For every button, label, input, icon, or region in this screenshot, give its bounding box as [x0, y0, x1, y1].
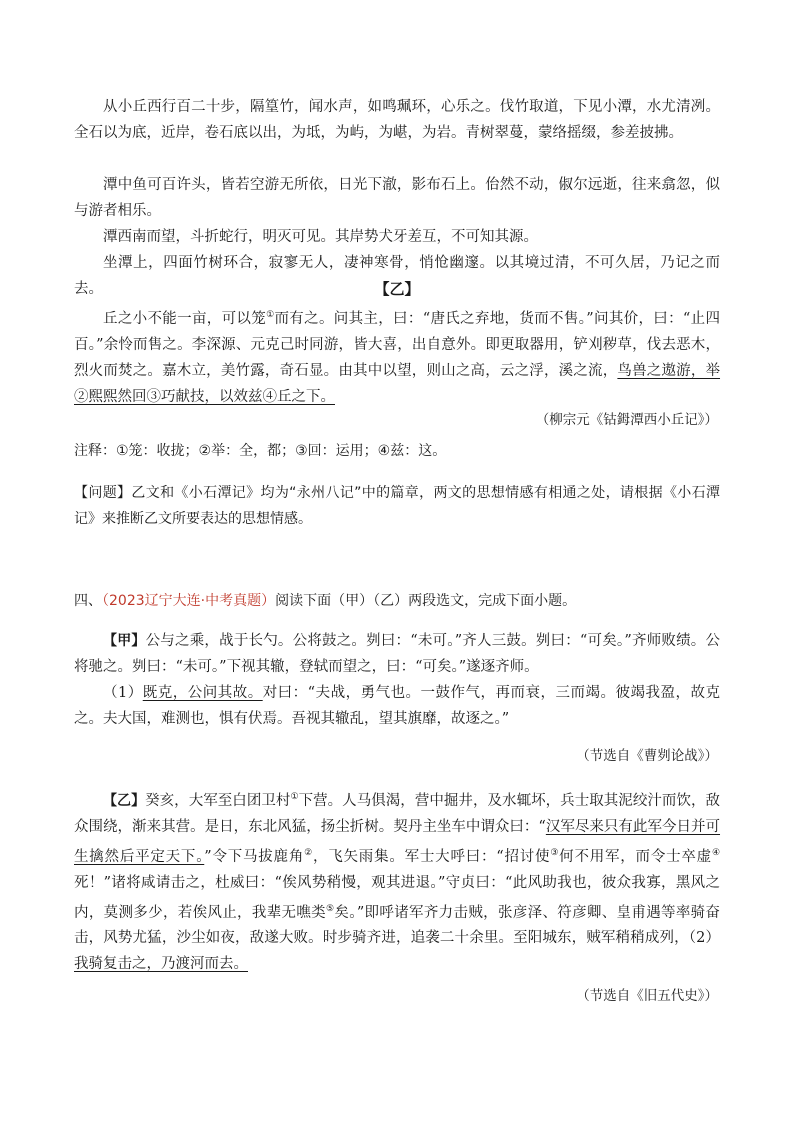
yi2-text-a: 癸亥，大军至白团卫村: [145, 792, 291, 809]
yi2-underlined-sentence-1: 汉军尽来只有此军今日并可生擒然后平定天下。: [74, 818, 721, 865]
exam-source-tag: （2023辽宁大连·中考真题）: [102, 593, 276, 609]
yi2-note-2: ②: [304, 847, 313, 858]
jia2-text-2: 对曰：“夫战，勇气也。一鼓作气，再而衰，三而竭。彼竭我盈，故克之。夫大国，难测也，惧有伏焉。吾视其辙乱，望其旗靡，故逐之。”: [74, 685, 720, 727]
question-text: 【问题】乙文和《小石潭记》均为“永州八记”中的篇章，两文的思想情感有相通之处，请根据《小石潭记》来推断乙文所要表达的思想情感。: [74, 485, 720, 527]
yi1-heading: 【乙】: [374, 280, 420, 298]
yi2-text-f: 死！”诸将咸请击之，杜威曰：“俟风势稍慢，观其进退。”守贞曰：“此风助我也，彼众我寡，黑风之内，莫测多少，若俟风止，我辈无噍类: [74, 874, 720, 921]
question-1-number: （1）: [103, 685, 143, 701]
yi1-underlined-sentence: 鸟兽之遨游，举②熙熙然回③巧献技，以效兹④丘之下。: [74, 362, 721, 405]
yi2-text-b: 下营。人马俱渴，营中掘井，及水辄坏，兵士取其泥绞汁而饮，敌众围绕，渐来其营。是日，东北风猛，扬尘折树。契丹主坐车中谓众曰：“: [74, 792, 721, 835]
jia1-paragraph-1: 从小丘西行百二十步，隔篁竹，闻水声，如鸣珮环，心乐之。伐竹取道，下见小潭，水尤清冽。全石以为底，近岸，卷石底以出，为坻，为屿，为嵁，为岩。青树翠蔓，蒙络摇缀，参差披拂。: [74, 99, 720, 141]
yi2-paragraph: [74, 784, 720, 977]
yi2-note-5: ⑤: [326, 903, 335, 914]
yi2-text-g: 矣。”即呼诸军齐力击贼，张彦泽、符彦卿、皇甫遇等率骑奋击，风势尤猛，沙尘如夜，敌遂大败。时步骑齐进，追袭二十余里。至阳城东，贼军稍稍成列，: [74, 904, 721, 947]
yi2-label: 【乙】: [103, 792, 146, 809]
yi2-note-1: ①: [290, 792, 299, 802]
yi1-text-a: 丘之小不能一亩，可以笼: [103, 310, 267, 327]
yi2-note-3: ③: [550, 847, 560, 858]
yi1-note-marker: ①: [266, 310, 275, 320]
yi2-text-c: ”令下马拔鹿角: [204, 848, 305, 865]
jia2-text-1: 公与之乘，战于长勺。公将鼓之。刿曰：“未可。”齐人三鼓。刿曰：“可矣。”齐师败绩。公将驰之。刿曰：“未可。”下视其辙，登轼而望之，曰：“可矣。”遂逐齐师。: [74, 633, 720, 675]
yi1-paragraph: [74, 302, 720, 410]
question-2-number: （2）: [688, 930, 720, 947]
jia1-paragraph-3: 潭西南而望，斗折蛇行，明灭可见。其岸势犬牙差互，不可知其源。: [103, 229, 538, 245]
jia2-paragraph-1: [74, 628, 720, 680]
section4-header: [74, 588, 720, 614]
yi2-underlined-sentence-2: 我骑复击之，乃渡河而去。: [74, 956, 248, 973]
jia2-label: 【甲】: [103, 633, 146, 649]
jia1-paragraph-4: 坐潭上，四面竹树环合，寂寥无人，凄神寒骨，悄怆幽邃。以其境过清，不可久居，乃记之而去。: [74, 255, 720, 297]
yi1-text-b: 而有之。问其主，曰：“唐氏之弃地，货而不售。”问其价，曰：“止四百。”余怜而售之。李深源、元克己时同游，皆大喜，出自意外。即更取器用，铲刈秽草，伐去恶木，烈火而焚之。嘉木立，美竹露，奇石显。由其中以望，则山之高，云之浮，溪之流，: [74, 310, 720, 379]
yi2-text-d: ，飞矢雨集。军士大呼曰：“招讨使: [312, 848, 551, 865]
yi2-source: （节选自《旧五代史》）: [576, 988, 718, 1004]
jia2-source: （节选自《曹刿论战》）: [576, 748, 718, 764]
section4-instruction: 阅读下面（甲）（乙）两段选文，完成下面小题。: [275, 593, 577, 609]
yi2-text-e: 何不用军，而令士卒虚: [559, 848, 712, 865]
annotations: 注释：①笼：收拢；②举：全，都；③回：运用；④兹：这。: [74, 443, 447, 459]
jia2-paragraph-2: [74, 680, 720, 732]
yi2-note-4: ④: [711, 847, 721, 858]
section4-number: 四、: [74, 593, 102, 609]
yi1-source: （柳宗元《钴鉧潭西小丘记》）: [535, 412, 718, 428]
jia2-underlined-sentence: 既克，公问其故。: [142, 685, 263, 701]
jia1-paragraph-2: 潭中鱼可百许头，皆若空游无所依，日光下澈，影布石上。佁然不动，俶尔远逝，往来翕忽，似与游者相乐。: [74, 177, 720, 219]
